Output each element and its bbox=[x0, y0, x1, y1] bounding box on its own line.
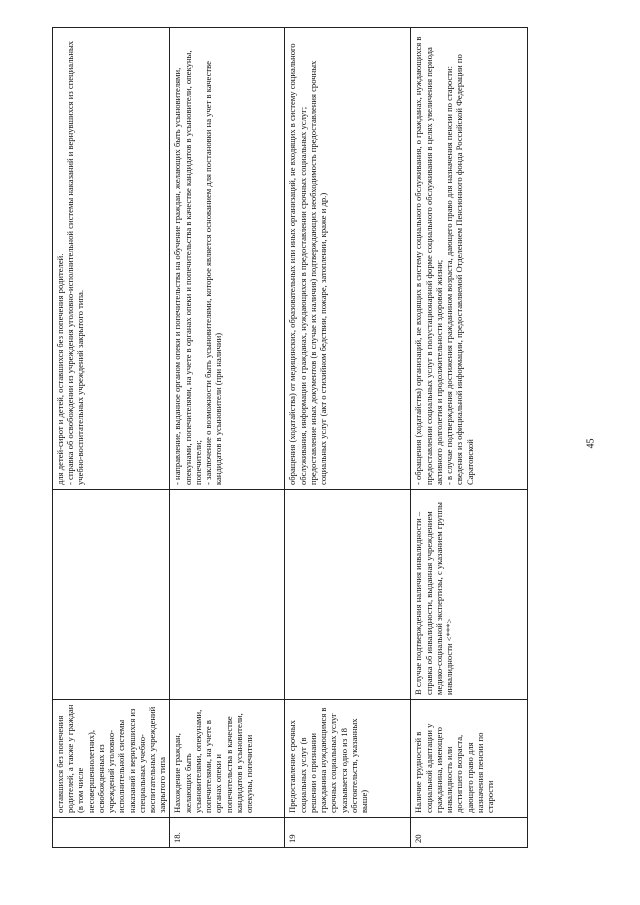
table-row bbox=[411, 28, 528, 848]
condition-cell: Нахождение граждан, желающих быть усыновителями, опекунами, попечителями, на учете в органах опеки и попечительства в качестве кандидатов в усыновители, опекуны, попечители bbox=[170, 700, 285, 818]
extra-documents-cell: - обращения (ходатайства) организаций, не входящих в систему социального обслуживания, о гражданах, нуждающихся в предоставлении социальных услуг в полустационарной форме социального обслуживания в целях увеличения периода активного долголетия и продолжительности здоровой жизни; - в случае подтверждения достижения гражданином возраста, дающего право для назначения пенсии по старости: сведения из официальной информации, предоставляемой Отделением Пенсионного фонда Российской Федерации по Саратовской bbox=[411, 28, 528, 490]
table-row bbox=[285, 28, 411, 848]
documents-cell bbox=[53, 490, 170, 700]
row-number: 20 bbox=[411, 818, 528, 848]
rotated-table-wrapper bbox=[52, 28, 522, 848]
extra-documents-cell: обращения (ходатайства) от медицинских, образовательных или иных организаций, не входящих в систему социального обслуживания, информации о гражданах, нуждающихся в предоставлении срочных социальных услуг; предоставление иных документов (в случае их наличия) подтверждающих необходимость предоставления срочных социальных услуг (акт о стихийном бедствии, пожаре, затоплении, краже и др.) bbox=[285, 28, 411, 490]
documents-table bbox=[52, 27, 528, 848]
condition-cell: оставшихся без попечения родителей, а также у граждан (в том числе несовершеннолетних), освобожденных из учреждений уголовно-исполнительной системы наказаний и вернувшихся из специальных учебно-воспитательных учреждений закрытого типа bbox=[53, 700, 170, 818]
documents-cell bbox=[285, 490, 411, 700]
row-number bbox=[53, 818, 170, 848]
documents-cell: В случае подтверждения наличия инвалидности – справка об инвалидности, выданная учреждением медико-социальной экспертизы, с указанием группы инвалидности <***> bbox=[411, 490, 528, 700]
page-number: 45 bbox=[585, 438, 597, 449]
table-row bbox=[53, 28, 170, 848]
extra-documents-cell: - направление, выданное органом опеки и попечительства на обучение граждан, желающих быть усыновителями, опекунами, попечителями, на учете в органах опеки и попечительства в качестве кандидатов в усыновители, опекуны, попечители; - заключение о возможности быть усыновителями, которое является основанием для постановки на учет в качестве кандидатов в усыновители (при наличии) bbox=[170, 28, 285, 490]
row-number: 18. bbox=[170, 818, 285, 848]
table-row bbox=[170, 28, 285, 848]
extra-documents-cell: для детей-сирот и детей, оставшихся без попечения родителей. - справка об освобождении из учреждения уголовно-исполнительной системы наказаний и вернувшихся из специальных учебно-воспитательных учреждений закрытого типа. bbox=[53, 28, 170, 490]
row-number: 19 bbox=[285, 818, 411, 848]
documents-cell bbox=[170, 490, 285, 700]
condition-cell: Предоставление срочных социальных услуг (в решении о признании гражданина нуждающимся в срочных социальных услуг указывается одно из 18 обстоятельств, указанных выше) bbox=[285, 700, 411, 818]
condition-cell: Наличие трудностей в социальной адаптации у гражданина, имеющего инвалидность или достигшего возраста, дающего право для назначения пенсии по старости bbox=[411, 700, 528, 818]
